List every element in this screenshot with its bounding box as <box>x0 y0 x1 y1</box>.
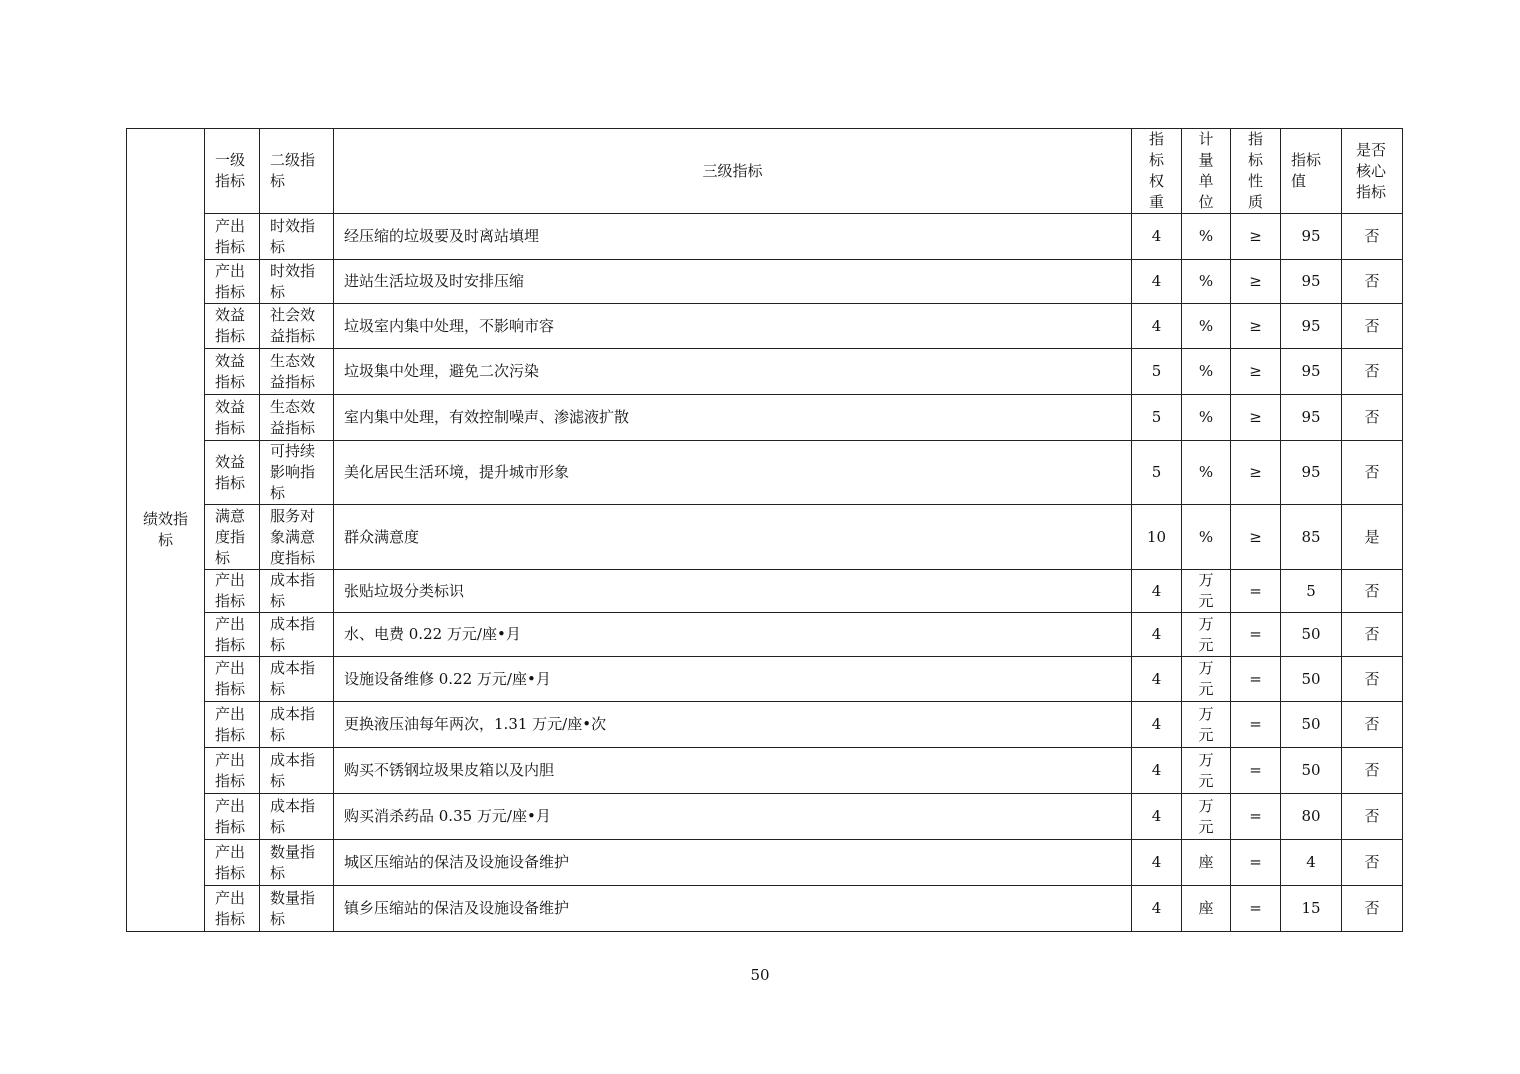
row-nature: ≥ <box>1231 260 1281 304</box>
row-nature: = <box>1231 794 1281 840</box>
header-unit: 计量单位 <box>1182 129 1231 214</box>
row-value: 4 <box>1281 840 1342 886</box>
row-level3: 美化居民生活环境，提升城市形象 <box>334 441 1132 505</box>
row-core: 否 <box>1342 886 1403 932</box>
row-value: 50 <box>1281 702 1342 748</box>
row-core: 否 <box>1342 794 1403 840</box>
table-row <box>127 570 1403 613</box>
row-core: 否 <box>1342 349 1403 395</box>
row-core: 否 <box>1342 657 1403 702</box>
row-level1: 产出指标 <box>205 886 260 932</box>
category-cell <box>127 129 205 932</box>
row-level3: 垃圾集中处理，避免二次污染 <box>334 349 1132 395</box>
row-level3: 垃圾室内集中处理，不影响市容 <box>334 304 1132 349</box>
row-level2: 成本指标 <box>260 570 334 613</box>
table-row <box>127 349 1403 395</box>
row-weight: 4 <box>1132 260 1182 304</box>
row-weight: 4 <box>1132 613 1182 657</box>
row-level2: 服务对象满意度指标 <box>260 505 334 570</box>
row-nature: = <box>1231 613 1281 657</box>
row-level3: 镇乡压缩站的保洁及设施设备维护 <box>334 886 1132 932</box>
header-row <box>127 129 1403 214</box>
table-row <box>127 657 1403 702</box>
row-level3: 张贴垃圾分类标识 <box>334 570 1132 613</box>
row-level2: 成本指标 <box>260 748 334 794</box>
row-nature: ≥ <box>1231 395 1281 441</box>
row-weight: 4 <box>1132 657 1182 702</box>
row-value: 95 <box>1281 214 1342 260</box>
row-nature: = <box>1231 748 1281 794</box>
row-value: 80 <box>1281 794 1342 840</box>
row-level2: 数量指标 <box>260 886 334 932</box>
row-level1: 产出指标 <box>205 702 260 748</box>
row-level1: 产出指标 <box>205 260 260 304</box>
row-level2: 社会效益指标 <box>260 304 334 349</box>
row-level1: 效益指标 <box>205 304 260 349</box>
row-value: 95 <box>1281 260 1342 304</box>
row-core: 否 <box>1342 304 1403 349</box>
row-weight: 5 <box>1132 395 1182 441</box>
row-weight: 4 <box>1132 214 1182 260</box>
row-unit: % <box>1182 395 1231 441</box>
performance-indicator-table <box>126 128 1403 932</box>
row-unit: 座 <box>1182 840 1231 886</box>
table-row <box>127 260 1403 304</box>
row-level3: 购买消杀药品 0.35 万元/座•月 <box>334 794 1132 840</box>
category-label: 绩效指标 <box>142 510 188 549</box>
row-unit: 万元 <box>1182 702 1231 748</box>
row-unit: 万元 <box>1182 794 1231 840</box>
header-level2: 二级指标 <box>260 129 334 214</box>
header-core: 是否核心指标 <box>1342 129 1403 214</box>
row-level2: 成本指标 <box>260 794 334 840</box>
row-level2: 成本指标 <box>260 657 334 702</box>
row-core: 是 <box>1342 505 1403 570</box>
row-value: 50 <box>1281 613 1342 657</box>
row-level3: 水、电费 0.22 万元/座•月 <box>334 613 1132 657</box>
row-nature: = <box>1231 657 1281 702</box>
row-nature: = <box>1231 886 1281 932</box>
row-unit: 万元 <box>1182 613 1231 657</box>
row-level3: 群众满意度 <box>334 505 1132 570</box>
row-level2: 时效指标 <box>260 260 334 304</box>
row-level1: 效益指标 <box>205 441 260 505</box>
row-level2: 成本指标 <box>260 613 334 657</box>
row-unit: 万元 <box>1182 570 1231 613</box>
row-level2: 数量指标 <box>260 840 334 886</box>
header-level3: 三级指标 <box>334 129 1132 214</box>
row-value: 15 <box>1281 886 1342 932</box>
row-level1: 产出指标 <box>205 794 260 840</box>
table-row <box>127 748 1403 794</box>
table-row <box>127 840 1403 886</box>
row-core: 否 <box>1342 570 1403 613</box>
header-value: 指标值 <box>1281 129 1342 214</box>
row-unit: 万元 <box>1182 748 1231 794</box>
row-level3: 更换液压油每年两次，1.31 万元/座•次 <box>334 702 1132 748</box>
row-level1: 产出指标 <box>205 657 260 702</box>
header-nature: 指标性质 <box>1231 129 1281 214</box>
row-value: 50 <box>1281 657 1342 702</box>
row-unit: % <box>1182 441 1231 505</box>
row-unit: % <box>1182 349 1231 395</box>
row-value: 85 <box>1281 505 1342 570</box>
row-weight: 5 <box>1132 349 1182 395</box>
header-level1: 一级指标 <box>205 129 260 214</box>
row-weight: 4 <box>1132 840 1182 886</box>
table-row <box>127 794 1403 840</box>
row-unit: 万元 <box>1182 657 1231 702</box>
row-nature: = <box>1231 702 1281 748</box>
row-nature: = <box>1231 570 1281 613</box>
row-unit: % <box>1182 304 1231 349</box>
row-level2: 时效指标 <box>260 214 334 260</box>
row-core: 否 <box>1342 441 1403 505</box>
row-value: 95 <box>1281 349 1342 395</box>
row-value: 95 <box>1281 304 1342 349</box>
row-level3: 室内集中处理，有效控制噪声、渗滤液扩散 <box>334 395 1132 441</box>
table-row <box>127 214 1403 260</box>
header-weight: 指标权重 <box>1132 129 1182 214</box>
row-unit: % <box>1182 260 1231 304</box>
row-level3: 城区压缩站的保洁及设施设备维护 <box>334 840 1132 886</box>
row-value: 95 <box>1281 395 1342 441</box>
row-level2: 成本指标 <box>260 702 334 748</box>
table-row <box>127 505 1403 570</box>
row-core: 否 <box>1342 840 1403 886</box>
row-core: 否 <box>1342 748 1403 794</box>
row-nature: ≥ <box>1231 505 1281 570</box>
table-row <box>127 886 1403 932</box>
table-row <box>127 395 1403 441</box>
row-value: 50 <box>1281 748 1342 794</box>
row-level2: 生态效益指标 <box>260 395 334 441</box>
row-value: 95 <box>1281 441 1342 505</box>
row-weight: 4 <box>1132 702 1182 748</box>
row-nature: = <box>1231 840 1281 886</box>
row-weight: 4 <box>1132 886 1182 932</box>
row-level2: 可持续影响指标 <box>260 441 334 505</box>
row-unit: % <box>1182 214 1231 260</box>
row-weight: 4 <box>1132 570 1182 613</box>
table-row <box>127 613 1403 657</box>
row-weight: 4 <box>1132 304 1182 349</box>
row-level1: 效益指标 <box>205 349 260 395</box>
row-value: 5 <box>1281 570 1342 613</box>
row-level1: 满意度指标 <box>205 505 260 570</box>
row-core: 否 <box>1342 613 1403 657</box>
row-level3: 经压缩的垃圾要及时离站填埋 <box>334 214 1132 260</box>
row-level1: 产出指标 <box>205 613 260 657</box>
row-unit: 座 <box>1182 886 1231 932</box>
row-core: 否 <box>1342 395 1403 441</box>
row-level2: 生态效益指标 <box>260 349 334 395</box>
page-number: 50 <box>750 966 770 984</box>
row-level3: 购买不锈钢垃圾果皮箱以及内胆 <box>334 748 1132 794</box>
row-weight: 4 <box>1132 794 1182 840</box>
row-core: 否 <box>1342 260 1403 304</box>
row-level3: 设施设备维修 0.22 万元/座•月 <box>334 657 1132 702</box>
row-nature: ≥ <box>1231 214 1281 260</box>
row-level1: 产出指标 <box>205 570 260 613</box>
table-row <box>127 702 1403 748</box>
row-core: 否 <box>1342 702 1403 748</box>
row-weight: 5 <box>1132 441 1182 505</box>
row-level1: 产出指标 <box>205 840 260 886</box>
row-nature: ≥ <box>1231 349 1281 395</box>
row-level1: 效益指标 <box>205 395 260 441</box>
row-level1: 产出指标 <box>205 214 260 260</box>
table-row <box>127 441 1403 505</box>
row-level1: 产出指标 <box>205 748 260 794</box>
row-level3: 进站生活垃圾及时安排压缩 <box>334 260 1132 304</box>
row-unit: % <box>1182 505 1231 570</box>
row-nature: ≥ <box>1231 304 1281 349</box>
table-row <box>127 304 1403 349</box>
row-weight: 10 <box>1132 505 1182 570</box>
row-core: 否 <box>1342 214 1403 260</box>
row-nature: ≥ <box>1231 441 1281 505</box>
row-weight: 4 <box>1132 748 1182 794</box>
